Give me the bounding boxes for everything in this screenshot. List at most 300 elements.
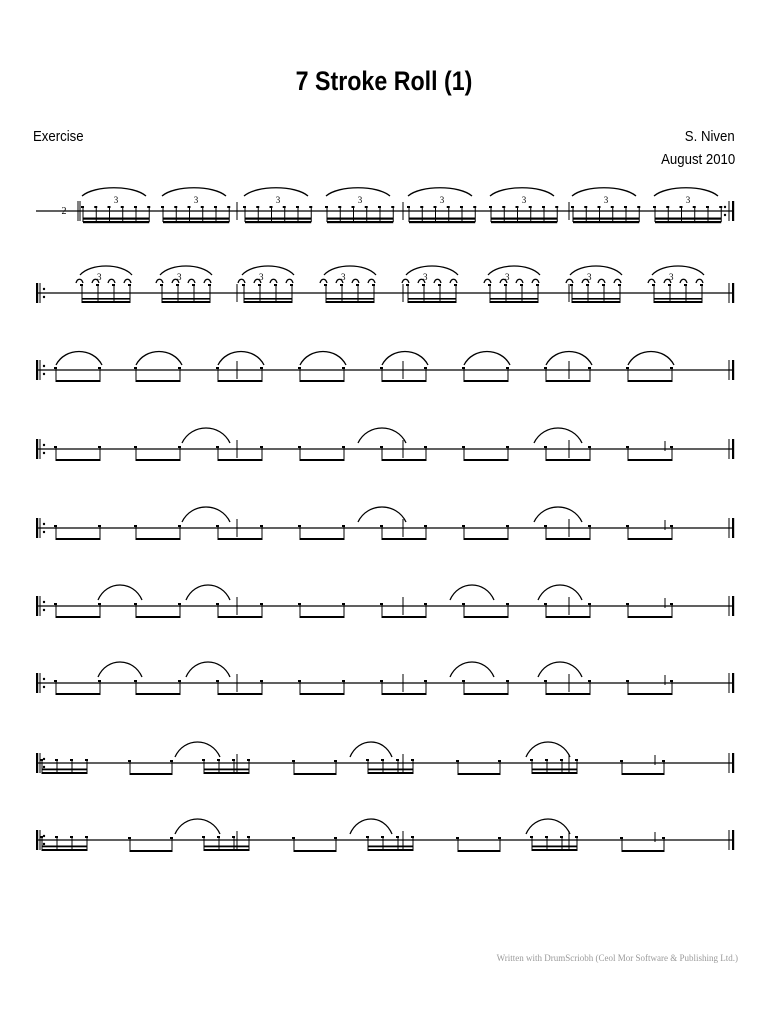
repeat-dot: [43, 288, 45, 290]
note-head: [208, 284, 211, 286]
note-head: [424, 367, 427, 369]
beam: [458, 850, 500, 852]
note-head: [396, 836, 399, 838]
beam: [628, 538, 672, 540]
note-head: [54, 446, 57, 448]
beam: [300, 538, 344, 540]
repeat-end-thick: [732, 283, 734, 303]
note-head: [96, 284, 99, 286]
note-head: [462, 367, 465, 369]
tuplet-slur: [406, 266, 458, 275]
note-head: [128, 837, 131, 839]
note-head: [602, 284, 605, 286]
grace-slur: [696, 279, 703, 283]
note-head: [214, 206, 217, 208]
note-head: [309, 206, 312, 208]
note-head: [670, 367, 673, 369]
note-head: [488, 284, 491, 286]
repeat-dot: [43, 758, 45, 760]
tuplet-slur: [652, 266, 704, 275]
note-head: [334, 837, 337, 839]
grace-slur: [270, 279, 277, 283]
note-head: [530, 759, 533, 761]
cross-slur: [534, 507, 582, 522]
repeat-end-thick: [732, 360, 734, 380]
note-head: [502, 206, 505, 208]
note-head: [216, 367, 219, 369]
note-head: [334, 760, 337, 762]
note-head: [670, 446, 673, 448]
repeat-dot: [43, 452, 45, 454]
beam: [532, 846, 577, 848]
note-head: [178, 680, 181, 682]
repeat-start-thick: [36, 518, 38, 538]
note-head: [662, 760, 665, 762]
note-head: [98, 446, 101, 448]
grace-slur: [188, 279, 195, 283]
note-head: [588, 525, 591, 527]
cross-slur: [182, 507, 230, 522]
note-head: [290, 284, 293, 286]
slur: [464, 352, 510, 366]
note-head: [178, 525, 181, 527]
grace-slur: [532, 279, 539, 283]
note-head: [666, 206, 669, 208]
beam: [368, 772, 413, 774]
note-head: [170, 760, 173, 762]
note-head: [545, 759, 548, 761]
repeat-dot: [43, 531, 45, 533]
cross-slur: [526, 742, 570, 757]
beam: [245, 221, 311, 223]
beam: [382, 459, 426, 461]
repeat-dot: [43, 601, 45, 603]
note-head: [406, 284, 409, 286]
note-head: [462, 680, 465, 682]
beam: [83, 218, 149, 220]
beam: [244, 301, 292, 303]
note-head: [342, 603, 345, 605]
note-head: [438, 284, 441, 286]
note-head: [292, 760, 295, 762]
beam: [56, 459, 100, 461]
grace-slur: [204, 279, 211, 283]
note-head: [462, 603, 465, 605]
beam: [546, 616, 590, 618]
beam: [130, 850, 172, 852]
grace-slur: [286, 279, 293, 283]
note-head: [325, 206, 328, 208]
note-head: [489, 206, 492, 208]
note-head: [298, 680, 301, 682]
note-head: [160, 284, 163, 286]
repeat-end-thick: [732, 753, 734, 773]
note-head: [588, 603, 591, 605]
note-head: [366, 759, 369, 761]
note-head: [260, 367, 263, 369]
cross-slur: [175, 742, 220, 757]
note-head: [242, 284, 245, 286]
tuplet-slur: [324, 266, 376, 275]
note-head: [40, 836, 43, 838]
note-head: [283, 206, 286, 208]
note-head: [544, 446, 547, 448]
grace-slur: [320, 279, 327, 283]
grace-slur: [484, 279, 491, 283]
note-head: [274, 284, 277, 286]
beam: [622, 773, 664, 775]
note-head: [460, 206, 463, 208]
note-head: [544, 367, 547, 369]
beam: [245, 218, 311, 220]
cross-slur: [534, 428, 582, 443]
note-head: [258, 284, 261, 286]
note-head: [216, 680, 219, 682]
beam: [83, 221, 149, 223]
repeat-end-thick: [732, 596, 734, 616]
beam: [42, 849, 87, 851]
note-head: [456, 837, 459, 839]
page-title: 7 Stroke Roll (1): [295, 66, 473, 96]
beam: [136, 459, 180, 461]
note-head: [174, 206, 177, 208]
note-head: [192, 284, 195, 286]
note-head: [626, 367, 629, 369]
grace-slur: [156, 279, 163, 283]
note-head: [232, 836, 235, 838]
beam: [136, 538, 180, 540]
note-head: [232, 759, 235, 761]
beam: [368, 769, 413, 771]
tuplet-number: 3: [685, 195, 691, 205]
grace-slur: [434, 279, 441, 283]
beam: [532, 769, 577, 771]
note-head: [520, 284, 523, 286]
note-head: [620, 760, 623, 762]
note-head: [381, 759, 384, 761]
beam: [130, 773, 172, 775]
beam: [546, 380, 590, 382]
note-head: [653, 206, 656, 208]
note-head: [597, 206, 600, 208]
beam: [458, 773, 500, 775]
cross-slur: [350, 819, 392, 834]
note-head: [202, 759, 205, 761]
note-head: [411, 759, 414, 761]
note-head: [161, 206, 164, 208]
beam: [628, 459, 672, 461]
tuplet-number: 3: [357, 195, 363, 205]
note-head: [260, 603, 263, 605]
beam: [42, 846, 87, 848]
note-head: [98, 603, 101, 605]
note-head: [70, 836, 73, 838]
repeat-start-thick: [36, 360, 38, 380]
beam: [490, 301, 538, 303]
note-head: [652, 284, 655, 286]
cross-slur: [538, 585, 582, 600]
note-head: [170, 837, 173, 839]
note-head: [571, 206, 574, 208]
beam: [244, 298, 292, 300]
note-head: [626, 680, 629, 682]
beam: [163, 218, 229, 220]
beam: [326, 301, 374, 303]
beam: [532, 772, 577, 774]
note-head: [80, 284, 83, 286]
note-head: [462, 446, 465, 448]
note-head: [456, 760, 459, 762]
repeat-start-thick: [36, 830, 38, 850]
note-head: [201, 206, 204, 208]
note-head: [342, 446, 345, 448]
note-head: [128, 760, 131, 762]
grace-slur: [566, 279, 573, 283]
note-head: [216, 446, 219, 448]
note-head: [560, 836, 563, 838]
tuplet-number: 3: [504, 272, 510, 282]
note-head: [575, 836, 578, 838]
note-head: [624, 206, 627, 208]
beam: [654, 301, 702, 303]
note-head: [380, 680, 383, 682]
note-head: [684, 284, 687, 286]
note-head: [424, 680, 427, 682]
note-head: [176, 284, 179, 286]
note-head: [54, 680, 57, 682]
beam: [82, 301, 130, 303]
note-head: [260, 446, 263, 448]
note-head: [107, 206, 110, 208]
note-head: [668, 284, 671, 286]
repeat-dot: [724, 214, 726, 216]
repeat-dot: [43, 766, 45, 768]
repeat-dot: [43, 365, 45, 367]
note-head: [584, 206, 587, 208]
beam: [464, 693, 508, 695]
repeat-dot: [43, 523, 45, 525]
note-head: [700, 284, 703, 286]
note-head: [626, 446, 629, 448]
note-head: [506, 367, 509, 369]
beam: [409, 218, 475, 220]
note-head: [570, 284, 573, 286]
slur: [136, 352, 182, 366]
beam: [300, 693, 344, 695]
slur: [382, 352, 428, 366]
beam: [294, 850, 336, 852]
beam: [136, 616, 180, 618]
beam: [300, 380, 344, 382]
note-head: [296, 206, 299, 208]
note-head: [356, 284, 359, 286]
beam: [218, 459, 262, 461]
note-head: [620, 837, 623, 839]
beam: [622, 850, 664, 852]
note-head: [338, 206, 341, 208]
note-head: [256, 206, 259, 208]
beam: [300, 616, 344, 618]
repeat-start-thick: [36, 596, 38, 616]
note-head: [529, 206, 532, 208]
repeat-dot: [43, 678, 45, 680]
note-head: [454, 284, 457, 286]
repeat-start-thick: [36, 439, 38, 459]
note-head: [134, 525, 137, 527]
note-head: [178, 603, 181, 605]
note-head: [447, 206, 450, 208]
note-head: [70, 759, 73, 761]
beam: [573, 218, 639, 220]
beam: [654, 298, 702, 300]
beam: [464, 538, 508, 540]
note-head: [55, 836, 58, 838]
tuplet-number: 3: [96, 272, 102, 282]
beam: [327, 221, 393, 223]
note-head: [588, 367, 591, 369]
beam: [204, 849, 249, 851]
repeat-dot: [43, 373, 45, 375]
cross-slur: [98, 662, 142, 677]
date-label: August 2010: [660, 151, 735, 168]
note-head: [515, 206, 518, 208]
beam: [326, 298, 374, 300]
note-head: [342, 680, 345, 682]
note-head: [396, 759, 399, 761]
note-head: [365, 206, 368, 208]
note-head: [433, 206, 436, 208]
note-head: [298, 367, 301, 369]
tuplet-number: 3: [258, 272, 264, 282]
beam: [300, 459, 344, 461]
note-head: [506, 680, 509, 682]
beam: [546, 693, 590, 695]
grace-slur: [598, 279, 605, 283]
note-head: [670, 680, 673, 682]
beam: [408, 298, 456, 300]
beam: [464, 616, 508, 618]
note-head: [55, 759, 58, 761]
note-head: [178, 367, 181, 369]
note-head: [588, 680, 591, 682]
beam: [655, 221, 721, 223]
beam: [573, 221, 639, 223]
note-head: [555, 206, 558, 208]
cross-slur: [186, 662, 230, 677]
beam: [56, 616, 100, 618]
note-head: [372, 284, 375, 286]
repeat-start-thick: [36, 673, 38, 693]
beam: [42, 772, 87, 774]
note-head: [134, 367, 137, 369]
slur: [628, 352, 674, 366]
beam: [136, 693, 180, 695]
slur: [56, 352, 102, 366]
note-head: [706, 206, 709, 208]
tuplet-slur: [242, 266, 294, 275]
note-head: [81, 206, 84, 208]
grace-slur: [614, 279, 621, 283]
beam: [368, 846, 413, 848]
beam: [546, 538, 590, 540]
note-head: [351, 206, 354, 208]
grace-slur: [124, 279, 131, 283]
note-head: [506, 603, 509, 605]
repeat-dot: [43, 843, 45, 845]
note-head: [260, 525, 263, 527]
repeat-start-thick: [36, 753, 38, 773]
note-head: [626, 525, 629, 527]
cross-slur: [358, 428, 406, 443]
repeat-dot: [43, 444, 45, 446]
beam: [628, 380, 672, 382]
note-head: [269, 206, 272, 208]
note-head: [498, 837, 501, 839]
repeat-dot: [724, 206, 726, 208]
note-head: [216, 603, 219, 605]
note-head: [544, 603, 547, 605]
note-head: [54, 603, 57, 605]
note-head: [473, 206, 476, 208]
tuplet-number: 3: [422, 272, 428, 282]
cross-slur: [450, 585, 494, 600]
note-head: [98, 367, 101, 369]
note-head: [85, 759, 88, 761]
cross-slur: [526, 819, 570, 834]
beam: [163, 221, 229, 223]
exercise-label: Exercise: [33, 128, 84, 145]
note-head: [342, 367, 345, 369]
note-head: [134, 446, 137, 448]
tuplet-number: 3: [586, 272, 592, 282]
note-head: [542, 206, 545, 208]
slur: [300, 352, 346, 366]
note-head: [298, 525, 301, 527]
beam: [464, 459, 508, 461]
note-head: [424, 603, 427, 605]
note-head: [134, 603, 137, 605]
note-head: [227, 206, 230, 208]
note-head: [391, 206, 394, 208]
beam: [546, 459, 590, 461]
note-head: [504, 284, 507, 286]
note-head: [380, 603, 383, 605]
cross-slur: [186, 585, 230, 600]
beam: [327, 218, 393, 220]
repeat-end-thick: [732, 439, 734, 459]
repeat-dot: [43, 686, 45, 688]
note-head: [147, 206, 150, 208]
cross-slur: [358, 507, 406, 522]
note-head: [462, 525, 465, 527]
beam: [136, 380, 180, 382]
cross-slur: [175, 819, 220, 834]
grace-slur: [368, 279, 375, 283]
time-signature: 2: [61, 206, 67, 217]
beam: [162, 301, 210, 303]
beam: [218, 538, 262, 540]
tuplet-number: 3: [521, 195, 527, 205]
cross-slur: [538, 662, 582, 677]
repeat-end-thick: [732, 201, 734, 221]
repeat-end-thick: [732, 518, 734, 538]
note-head: [530, 836, 533, 838]
beam: [162, 298, 210, 300]
note-head: [560, 759, 563, 761]
note-head: [380, 446, 383, 448]
repeat-end-thick: [732, 673, 734, 693]
cross-slur: [182, 428, 230, 443]
